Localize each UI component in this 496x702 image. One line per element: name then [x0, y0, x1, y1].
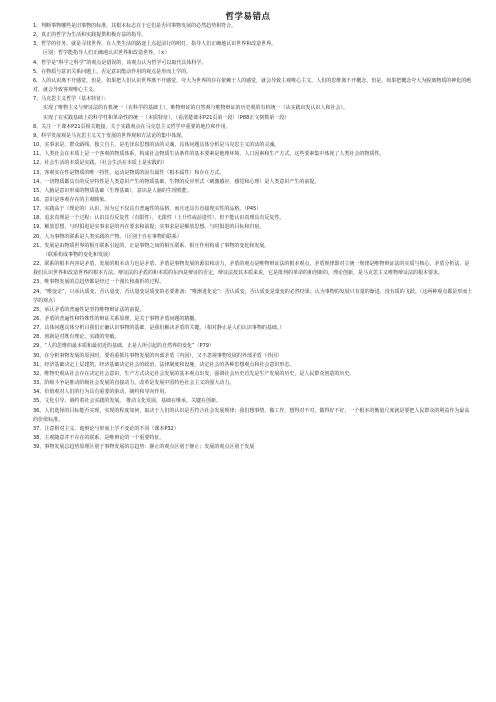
- paragraph: 26、矛盾的普遍性和特殊性的辩证关系原理，是关于事物矛盾问题的精髓。: [33, 316, 200, 322]
- paragraph: 24、“唯变论”，只承认质变，否认量变，否认量变是质变的必要准备；“唯渐进化论”：否认质变，否认质变是量变的必然结果；认为事物的发展只有量的渐进，没有质的飞跃。（这两种观点都是形而上学的观点）: [33, 288, 473, 304]
- paragraph: 33、阶级斗争是推动阶级社会发展的直接动力，改革是发展中国特色社会主义的强大动力。: [33, 380, 235, 387]
- paragraph: 20、人为事物的联系是人类实践的产物。（区别于自在事物的联系）: [33, 233, 182, 240]
- paragraph: 17、实践高于（理论的）认识，因为它不仅具有普遍性的品格，而且还具有直接现实性的品格。（P45）: [33, 206, 262, 213]
- paragraph: 13、客观实在性是物质的唯一特性，运动是物质的固有属性（根本属性）和存在方式。: [33, 169, 225, 176]
- paragraph: 39、事物发展总趋势原理区别于事物发展的总趋势：静止的观点区别于静止；发展的观点区别于发展: [33, 444, 255, 451]
- paragraph: 11、人类社会在本质上是一个客观的物质体系，构成社会物质生活条件的基本要素是地理环境、人口因素和生产方式，这些要素集中体现了人类社会的物质性。: [33, 151, 385, 158]
- document-body: [33, 22, 473, 452]
- paragraph: 21、发展是由物质世界的相互联系引起的，正是事物之间的相互联系、相互作用构成了事物的变化和发展。: [33, 242, 270, 249]
- paragraph: 2、真正的哲学为生活和实践提供积极有益的指导。: [33, 32, 147, 39]
- paragraph: 9、科学发展观是马克思主义关于发展的世界观和方法论的集中体现。: [33, 132, 187, 139]
- paragraph: 7、马克思主义哲学（基本特征）：: [33, 96, 109, 103]
- paragraph: 22、联系的根本内容是矛盾，发展的根本动力也是矛盾。矛盾是事物发展的源泉和动力，矛盾的观点是唯物辩证法的根本观点，矛盾规律即对立统一规律是唯物辩证法的实质与核心，矛盾分析法，是我们认识世界和改造世界的根本方法。辩证法的矛盾的和本质的东西是辩证的否定，辩证法按其本质来说，它是批判的革命的和创新的，理论创新，是马克思主义唯物辩证法的根本要求。: [33, 261, 470, 277]
- paragraph: 29、“人的思维的最本质和最切近的基础，正是人所引起的自然界的变化”（P79）: [33, 343, 214, 350]
- paragraph: 区别：哲学能指导人们正确地认识世界和改造世界。（×）: [43, 50, 170, 57]
- paragraph: 30、在分析事物发展的原因时，要看重抓住事物发展的内部矛盾（内因），又不忽视事物发展的外部矛盾（外因）: [33, 352, 282, 359]
- paragraph: 8、关注一下课本P21页相关链接，关于实践观点在马克思主义哲学中重要的地位和作用。: [33, 123, 231, 130]
- paragraph: 36、人们选择的目标能否实现，实现的程度如何，取决于人们的认识是否符合社会发展规律；我们想事情、做工作，想得对不对，做得好不好，一个根本的衡量尺度就是要把人民群众的利益作为最高的价值标准。: [33, 407, 470, 423]
- paragraph: 4、哲学是“科学之科学”的观点是错误的，该观点认为哲学可以取代具体科学。: [33, 59, 207, 66]
- paragraph: 32、唯物史观从社会存在决定社会意识，生产方式决定社会发展的基本观点出发，强调社会历史首先是生产发展的历史，是人民群众创造的历史。: [33, 370, 355, 377]
- document-title: 哲学易错点: [225, 12, 271, 22]
- paragraph: 19、解放思想、与时俱进是实事求是的内在要求和前提；实事求是是解放思想、与时俱进的目标和归宿。: [33, 224, 265, 231]
- paragraph: 27、具体问题具体分析目我们正确认识事物的基础，是我们解决矛盾的关键。（相对静止是人们认识事物的基础。）: [33, 325, 285, 332]
- paragraph: 23、唯事物发展的总趋势都是经过一个漫长和曲折的过程。: [33, 279, 165, 286]
- paragraph: 28、创新是对既有理论、实践的突破。: [33, 334, 120, 341]
- paragraph: 3、哲学的任务，就是寻找世界，在人类生活的路途上点起前行的明灯，指导人们正确地认识世界和改造世界。: [33, 41, 277, 48]
- paragraph: 15、人脑是意识形成的物质基础（生理基础），意识是人脑的生理机能。: [33, 187, 192, 194]
- paragraph: 16、意识是客观存在的主观映象。: [33, 196, 110, 203]
- paragraph: 35、文化引导、调约着社会实践的发展。 推动文化发展，基础在继承，关键在创新。: [33, 398, 221, 405]
- paragraph: 18、追求真理是一个过程：认识具有反复性（有限性），无限性（上升性或前进性），但不能认识真理具有反复性。: [33, 215, 285, 222]
- paragraph: 25、承认矛盾的普遍性是坚持唯物辩证法的前提。: [33, 306, 145, 313]
- paragraph: 1、判断事物哪些是旧事物的标准，其根本标志在于它们是否同事物发展的必然趋势相符合。: [33, 23, 237, 29]
- paragraph: 实现了唯物主义与辩证法的有机统一（在科学的基础上），唯物辩证的自然观与唯物辩证的历史观的有机统一（从实践出发认识人和社会）。: [43, 105, 349, 112]
- paragraph: 5、在物质与意识关系问题上，否定意识能动作用的观点是形而上学的。: [33, 68, 192, 75]
- paragraph: 37、注意相对主义、诡辩论与形而上学不变论的不同（课本P32）: [33, 425, 179, 432]
- paragraph: 6、人的认识离不开感觉，但是，如果把人们认识世界离不开感觉，夸大为世界的存在依赖于人的感觉，就会导致主观唯心主义。人们的思维离不开概念，但是，如果把概念夸大为脱离物质的神化的绝对，就会导致客观唯心主义。: [33, 77, 472, 94]
- paragraph: 38、主观随意并不存在的联系，是唯辩论的一个重要特征。: [33, 435, 165, 442]
- paragraph: 31、经济基础决定上层建筑，经济基础决定社会的政治、法律制度和设施，决定社会的各种思想观点和社会意识形态。: [33, 361, 295, 368]
- paragraph: 实现了在实践基础上的科学性和革命性的统一（本质特征）。（看清楚课本P21页第一段）（P88正文倒数第一段）: [43, 114, 290, 121]
- paragraph: （联系构成事物的变化和发展）: [43, 251, 114, 258]
- paragraph: 10、实事求是、群众路线、独立自主，是毛泽东思想的活的灵魂，具体问题具体分析是马克思主义的活的灵魂。: [33, 142, 280, 149]
- paragraph: 34、价值观对人们的行为具有重要的驱动、制约和导向作用。: [33, 389, 170, 396]
- paragraph: 12、社会生活的本质是实践。（社会生活在本质上是实践的）: [33, 160, 167, 167]
- paragraph: 14、一切物质都具有的反应特性是人类意识产生的物质基础，生物的反应形式（刺激感应、感觉和心理）是人类意识产生的前提。: [33, 178, 320, 185]
